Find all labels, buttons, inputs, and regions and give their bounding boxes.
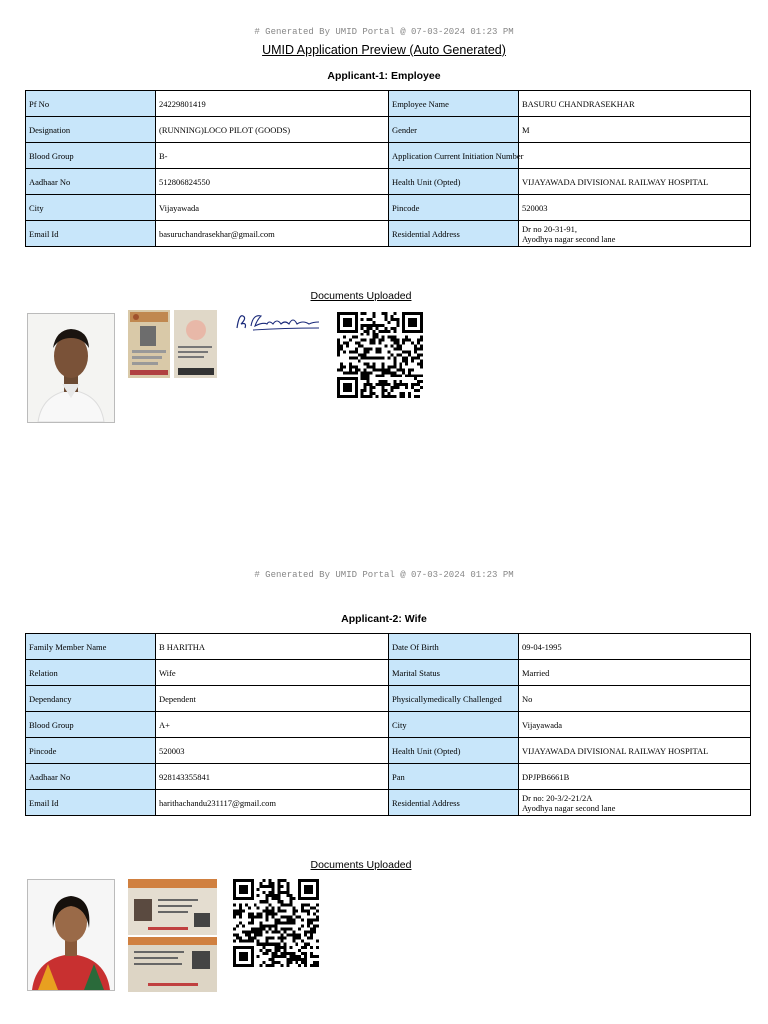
applicant2-table xyxy=(25,633,751,816)
applicant2-title: Applicant-2: Wife xyxy=(341,613,427,625)
field-label: Pincode xyxy=(389,195,519,221)
table-row xyxy=(26,790,751,816)
field-value: DPJPB6661B xyxy=(519,764,751,790)
field-value: Vijayawada xyxy=(156,195,389,221)
applicant1-title: Applicant-1: Employee xyxy=(327,70,441,82)
generated-line-2: # Generated By UMID Portal @ 07-03-2024 01:23 PM xyxy=(254,570,514,580)
applicant1-table xyxy=(25,90,751,247)
field-value: B- xyxy=(156,143,389,169)
id-card-back-image xyxy=(174,310,217,378)
table-row xyxy=(26,764,751,790)
field-value: B HARITHA xyxy=(156,634,389,660)
field-label: Health Unit (Opted) xyxy=(389,169,519,195)
field-value: No xyxy=(519,686,751,712)
field-label: Dependancy xyxy=(26,686,156,712)
documents-uploaded-title-2: Documents Uploaded xyxy=(310,859,412,871)
field-value: basuruchandrasekhar@gmail.com xyxy=(156,221,389,247)
address-line-1: Dr no: 20-3/2-21/2A xyxy=(522,792,593,803)
field-value: 24229801419 xyxy=(156,91,389,117)
field-label: Application Current Initiation Number xyxy=(389,143,519,169)
field-value: VIJAYAWADA DIVISIONAL RAILWAY HOSPITAL xyxy=(519,169,751,195)
table-row xyxy=(26,221,751,247)
field-value: Dependent xyxy=(156,686,389,712)
field-value: Married xyxy=(519,660,751,686)
field-value: 520003 xyxy=(156,738,389,764)
field-label: Physicallymedically Challenged xyxy=(389,686,519,712)
field-label: Residential Address xyxy=(389,221,519,247)
field-label: Date Of Birth xyxy=(389,634,519,660)
table-row xyxy=(26,143,751,169)
field-label: Blood Group xyxy=(26,143,156,169)
field-label: Email Id xyxy=(26,221,156,247)
table-row xyxy=(26,634,751,660)
address-line-2: Ayodhya nagar second lane xyxy=(522,802,616,813)
field-value: 520003 xyxy=(519,195,751,221)
employee-photo xyxy=(27,313,115,423)
table-row xyxy=(26,91,751,117)
table-row xyxy=(26,195,751,221)
field-label: Aadhaar No xyxy=(26,169,156,195)
field-label: City xyxy=(26,195,156,221)
field-value: VIJAYAWADA DIVISIONAL RAILWAY HOSPITAL xyxy=(519,738,751,764)
field-label: Pan xyxy=(389,764,519,790)
id-card-front-image xyxy=(128,310,170,378)
field-value: A+ xyxy=(156,712,389,738)
field-value: 09-04-1995 xyxy=(519,634,751,660)
table-row xyxy=(26,738,751,764)
field-label: Residential Address xyxy=(389,790,519,816)
field-value: Vijayawada xyxy=(519,712,751,738)
field-label: City xyxy=(389,712,519,738)
field-value: M xyxy=(519,117,751,143)
signature-image xyxy=(233,306,323,338)
field-value: (RUNNING)LOCO PILOT (GOODS) xyxy=(156,117,389,143)
address-line-1: Dr no 20-31-91, xyxy=(522,223,578,234)
table-row xyxy=(26,169,751,195)
field-label: Blood Group xyxy=(26,712,156,738)
field-label: Employee Name xyxy=(389,91,519,117)
field-value: Wife xyxy=(156,660,389,686)
residential-address xyxy=(519,221,751,247)
field-value: BASURU CHANDRASEKHAR xyxy=(519,91,751,117)
qr-code-image xyxy=(233,879,319,967)
field-label: Family Member Name xyxy=(26,634,156,660)
field-label: Email Id xyxy=(26,790,156,816)
residential-address xyxy=(519,790,751,816)
field-label: Pincode xyxy=(26,738,156,764)
table-row xyxy=(26,117,751,143)
field-label: Pf No xyxy=(26,91,156,117)
qr-code-image xyxy=(337,312,423,398)
aadhaar-card-back-image xyxy=(128,937,217,992)
field-label: Health Unit (Opted) xyxy=(389,738,519,764)
aadhaar-card-front-image xyxy=(128,879,217,935)
field-label: Gender xyxy=(389,117,519,143)
table-row xyxy=(26,660,751,686)
address-line-2: Ayodhya nagar second lane xyxy=(522,233,616,244)
field-label: Designation xyxy=(26,117,156,143)
field-value xyxy=(519,143,751,169)
table-row xyxy=(26,686,751,712)
table-row xyxy=(26,712,751,738)
field-value: 512806824550 xyxy=(156,169,389,195)
field-label: Relation xyxy=(26,660,156,686)
field-value: harithachandu231117@gmail.com xyxy=(156,790,389,816)
page-title: UMID Application Preview (Auto Generated) xyxy=(262,43,506,57)
wife-photo xyxy=(27,879,115,991)
field-label: Marital Status xyxy=(389,660,519,686)
documents-uploaded-title-1: Documents Uploaded xyxy=(310,290,412,302)
field-label: Aadhaar No xyxy=(26,764,156,790)
field-value: 928143355841 xyxy=(156,764,389,790)
generated-line-1: # Generated By UMID Portal @ 07-03-2024 01:23 PM xyxy=(254,27,514,37)
